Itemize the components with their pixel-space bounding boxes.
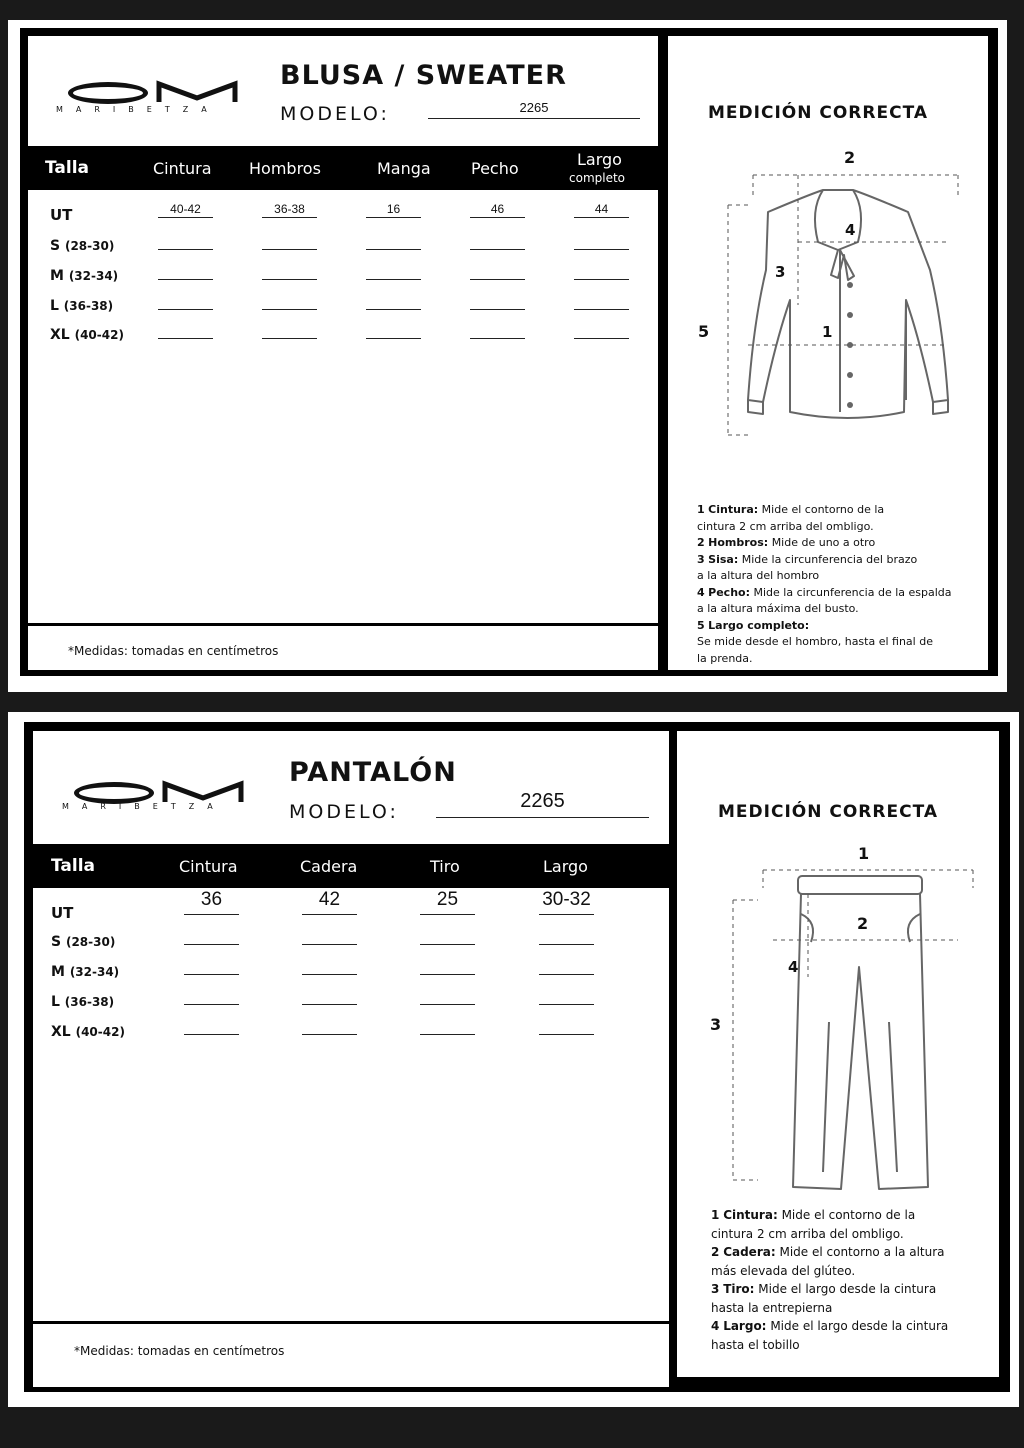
brand-logo-m xyxy=(162,782,244,804)
header-cadera: Cadera xyxy=(300,857,358,876)
footer-divider xyxy=(28,623,658,626)
table-header xyxy=(28,146,658,190)
measurement-cell xyxy=(262,235,317,250)
measurement-cell xyxy=(184,920,239,945)
diagram-label-4: 4 xyxy=(788,958,799,976)
diagram-label-4: 4 xyxy=(845,221,856,239)
blouse-table-panel xyxy=(28,36,658,670)
legend-item: 3 Tiro: Mide el largo desde la cintura hasta la entrepierna xyxy=(711,1282,937,1315)
header-pecho: Pecho xyxy=(471,159,519,178)
diagram-label-2: 2 xyxy=(844,148,856,167)
measurement-cell xyxy=(574,235,629,250)
legend-item: 2 Cadera: Mide el contorno a la altura más elevada del glúteo. xyxy=(711,1245,945,1278)
legend-item: 1 Cintura: Mide el contorno de la cintura 2 cm arriba del ombligo. xyxy=(711,1208,916,1241)
modelo-value: 2265 xyxy=(436,790,649,818)
measurement-cell xyxy=(302,920,357,945)
measurement-cell: 25 xyxy=(420,890,475,915)
header-largo-sub: completo xyxy=(569,171,626,185)
blouse-legend xyxy=(697,502,982,667)
diagram-label-5: 5 xyxy=(698,322,710,341)
blouse-size-card xyxy=(8,20,1007,692)
size-label: XL (40-42) xyxy=(50,327,124,343)
brand-subtitle: MARIBETZA xyxy=(56,105,220,114)
measurement-cell xyxy=(539,980,594,1005)
measurement-cell: 36 xyxy=(184,890,239,915)
measurement-cell xyxy=(302,980,357,1005)
measurement-cell xyxy=(158,295,213,310)
size-label: UT xyxy=(51,904,74,922)
legend-item: 4 Pecho: Mide la circunferencia de la espalda a la altura máxima del busto. xyxy=(697,585,952,615)
pants-table-panel xyxy=(33,731,669,1387)
diagram-label-3: 3 xyxy=(710,1015,722,1034)
measurement-cell xyxy=(262,324,317,339)
header-tiro: Tiro xyxy=(430,857,460,876)
measurement-cell xyxy=(420,920,475,945)
measurement-cell xyxy=(539,920,594,945)
measurement-cell xyxy=(184,1010,239,1035)
page-title: BLUSA / SWEATER xyxy=(280,60,567,91)
measurement-cell xyxy=(262,265,317,280)
measurement-cell xyxy=(420,980,475,1005)
modelo-label: MODELO: xyxy=(289,801,399,823)
measurement-cell: 36-38 xyxy=(262,203,317,218)
size-label: XL (40-42) xyxy=(51,1024,125,1040)
size-label: UT xyxy=(50,206,73,224)
brand-logo-o xyxy=(74,782,154,804)
brand-logo-o xyxy=(68,82,148,104)
diagram-label-1: 1 xyxy=(858,844,870,863)
measurement-cell xyxy=(366,235,421,250)
measurement-cell xyxy=(158,265,213,280)
measurement-cell xyxy=(574,265,629,280)
pants-size-card xyxy=(8,712,1019,1407)
measurement-cell xyxy=(470,235,525,250)
size-label: S (28-30) xyxy=(51,934,116,950)
header-cintura: Cintura xyxy=(153,159,212,178)
measurement-cell xyxy=(539,950,594,975)
measurement-cell: 46 xyxy=(470,203,525,218)
header-largo: Largo xyxy=(577,150,622,169)
measurement-cell: 44 xyxy=(574,203,629,218)
header-cintura: Cintura xyxy=(179,857,238,876)
diagram-label-3: 3 xyxy=(775,263,786,281)
measurement-cell xyxy=(470,324,525,339)
size-label: M (32-34) xyxy=(50,268,119,284)
table-header xyxy=(33,844,669,888)
medicion-title: MEDICIÓN CORRECTA xyxy=(708,103,928,123)
medicion-title: MEDICIÓN CORRECTA xyxy=(718,802,938,822)
header-largo: Largo xyxy=(543,857,588,876)
brand-subtitle: MARIBETZA xyxy=(62,802,226,811)
legend-item: 1 Cintura: Mide el contorno de la cintura 2 cm arriba del ombligo. xyxy=(697,503,885,533)
header-talla: Talla xyxy=(45,158,90,178)
measurement-cell xyxy=(158,324,213,339)
measurement-cell xyxy=(158,235,213,250)
pants-diagram xyxy=(723,862,983,1202)
measurement-cell xyxy=(184,980,239,1005)
measurement-cell xyxy=(470,295,525,310)
size-label: L (36-38) xyxy=(51,994,115,1010)
measurement-cell xyxy=(574,295,629,310)
footnote: *Medidas: tomadas en centímetros xyxy=(68,644,279,658)
measurement-cell: 42 xyxy=(302,890,357,915)
measurement-cell: 40-42 xyxy=(158,203,213,218)
size-label: L (36-38) xyxy=(50,298,114,314)
size-label: M (32-34) xyxy=(51,964,120,980)
blouse-diagram xyxy=(698,150,978,440)
footer-divider xyxy=(33,1321,669,1324)
modelo-value: 2265 xyxy=(428,100,640,119)
brand-logo-m xyxy=(156,82,238,104)
legend-item: 3 Sisa: Mide la circunferencia del brazo a la altura del hombro xyxy=(697,552,918,582)
modelo-label: MODELO: xyxy=(280,103,390,125)
header-talla: Talla xyxy=(51,856,96,876)
measurement-cell: 16 xyxy=(366,203,421,218)
page-title: PANTALÓN xyxy=(289,757,457,788)
diagram-label-1: 1 xyxy=(822,323,833,341)
measurement-cell xyxy=(302,1010,357,1035)
header-manga: Manga xyxy=(377,159,431,178)
measurement-cell xyxy=(366,324,421,339)
legend-item: 2 Hombros: Mide de uno a otro xyxy=(697,536,876,549)
pants-legend xyxy=(711,1206,991,1354)
measurement-cell xyxy=(420,950,475,975)
measurement-cell xyxy=(420,1010,475,1035)
measurement-cell xyxy=(184,950,239,975)
measurement-cell xyxy=(470,265,525,280)
diagram-label-2: 2 xyxy=(857,914,869,933)
footnote: *Medidas: tomadas en centímetros xyxy=(74,1344,285,1358)
measurement-cell xyxy=(366,265,421,280)
measurement-cell xyxy=(262,295,317,310)
legend-item: 4 Largo: Mide el largo desde la cintura hasta el tobillo xyxy=(711,1319,949,1352)
header-hombros: Hombros xyxy=(249,159,321,178)
measurement-cell xyxy=(366,295,421,310)
legend-item: 5 Largo completo: Se mide desde el hombro, hasta el final de la prenda. xyxy=(697,618,933,665)
measurement-cell xyxy=(302,950,357,975)
measurement-cell xyxy=(574,324,629,339)
measurement-cell xyxy=(539,1010,594,1035)
size-label: S (28-30) xyxy=(50,238,115,254)
measurement-cell: 30-32 xyxy=(539,890,594,915)
